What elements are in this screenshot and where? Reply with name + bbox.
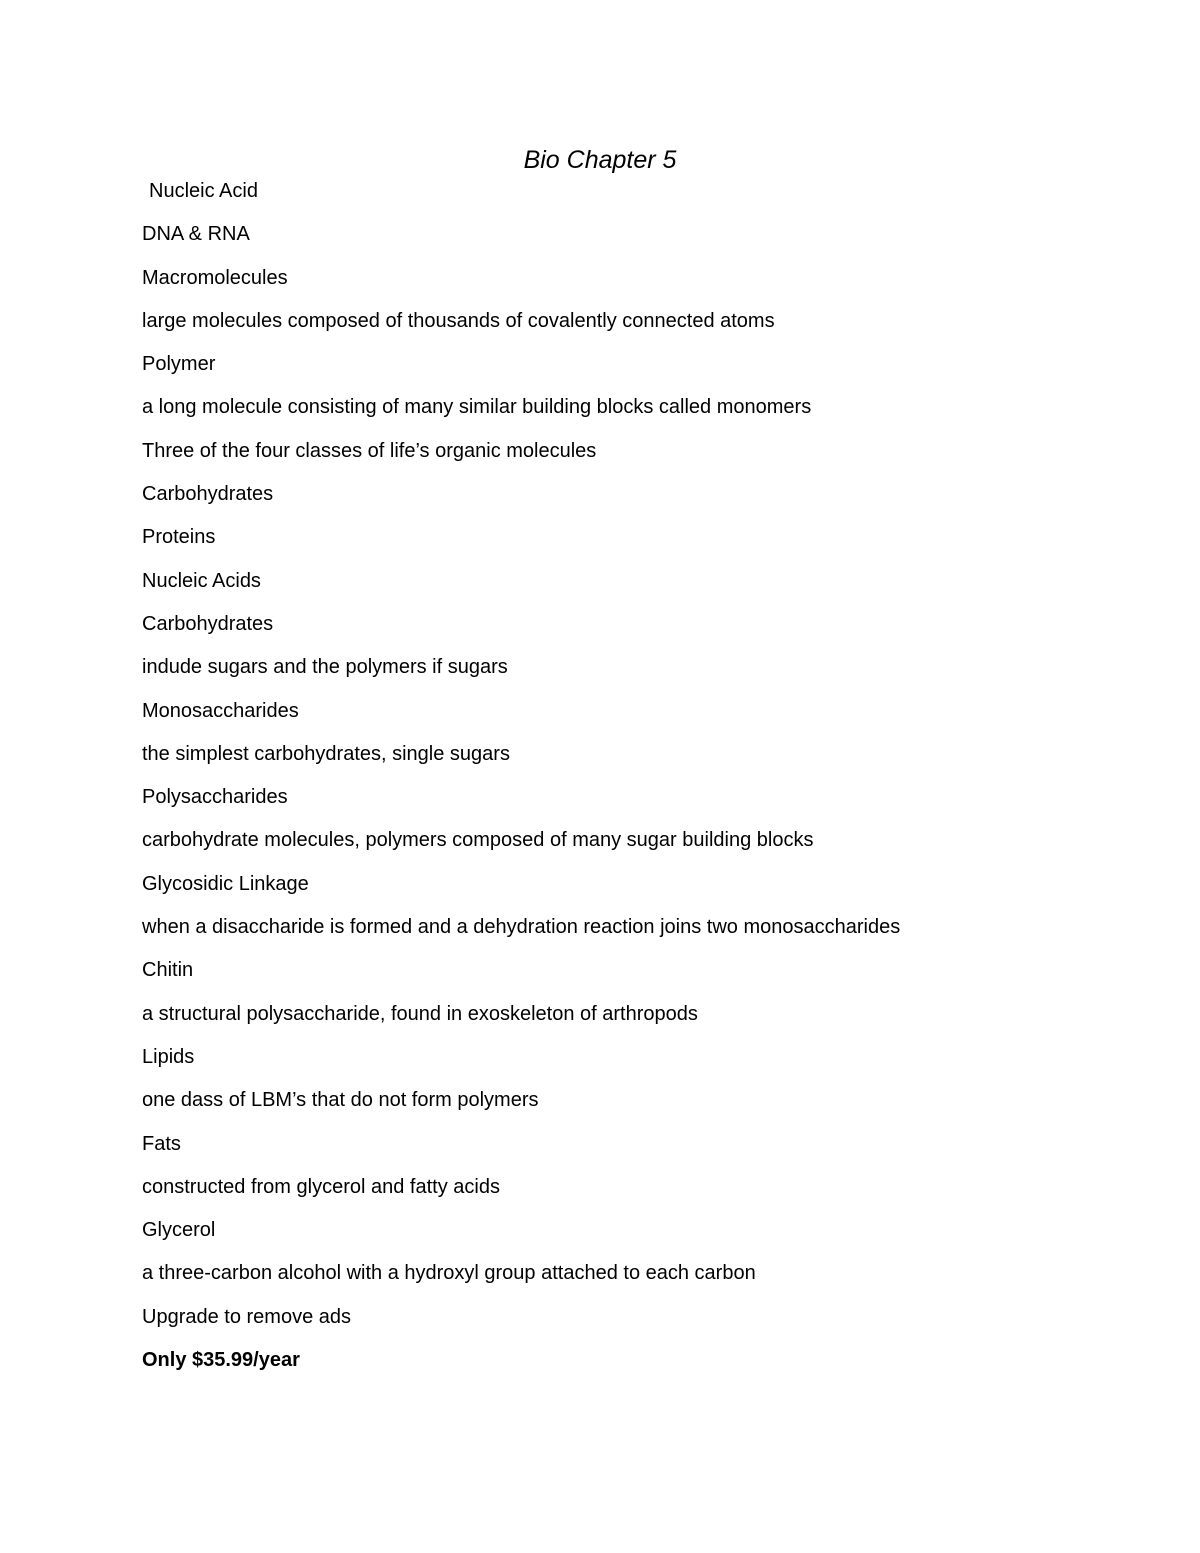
upgrade-link[interactable]: Upgrade to remove ads bbox=[142, 1305, 352, 1328]
note-line: Carbohydrates bbox=[142, 612, 274, 635]
note-line: Polysaccharides bbox=[142, 786, 288, 809]
note-line: Macromolecules bbox=[142, 266, 288, 289]
note-line: Carbohydrates bbox=[142, 483, 274, 506]
note-line: a structural polysaccharide, found in exoskeleton of arthropods bbox=[142, 1002, 698, 1025]
note-line: Polymer bbox=[142, 353, 216, 376]
note-line: one dass of LBM’s that do not form polymers bbox=[142, 1089, 539, 1112]
note-line: indude sugars and the polymers if sugars bbox=[142, 656, 508, 679]
note-line: Chitin bbox=[142, 959, 194, 982]
note-lines bbox=[142, 175, 1142, 1387]
note-line: Monosaccharides bbox=[142, 699, 299, 722]
note-line: Lipids bbox=[142, 1045, 195, 1068]
price-line: Only $35.99/year bbox=[142, 1349, 300, 1372]
note-line: a long molecule consisting of many similar building blocks called monomers bbox=[142, 396, 812, 419]
note-line: constructed from glycerol and fatty acids bbox=[142, 1175, 500, 1198]
note-line: Proteins bbox=[142, 526, 216, 549]
note-line: Three of the four classes of life’s organic molecules bbox=[142, 439, 597, 462]
page-title: Bio Chapter 5 bbox=[523, 146, 677, 174]
note-line: DNA & RNA bbox=[142, 223, 250, 246]
note-line: a three-carbon alcohol with a hydroxyl group attached to each carbon bbox=[142, 1262, 756, 1285]
note-line: Glycosidic Linkage bbox=[142, 872, 309, 895]
note-line: Nucleic Acid bbox=[149, 180, 258, 202]
note-line: Fats bbox=[142, 1132, 181, 1155]
note-line: carbohydrate molecules, polymers composed of many sugar building blocks bbox=[142, 829, 814, 852]
note-line: Glycerol bbox=[142, 1219, 216, 1242]
note-line: large molecules composed of thousands of covalently connected atoms bbox=[142, 309, 775, 332]
note-line: the simplest carbohydrates, single sugars bbox=[142, 742, 510, 765]
note-line: Nucleic Acids bbox=[142, 569, 261, 592]
note-line: when a disaccharide is formed and a dehydration reaction joins two monosaccharides bbox=[142, 916, 901, 939]
